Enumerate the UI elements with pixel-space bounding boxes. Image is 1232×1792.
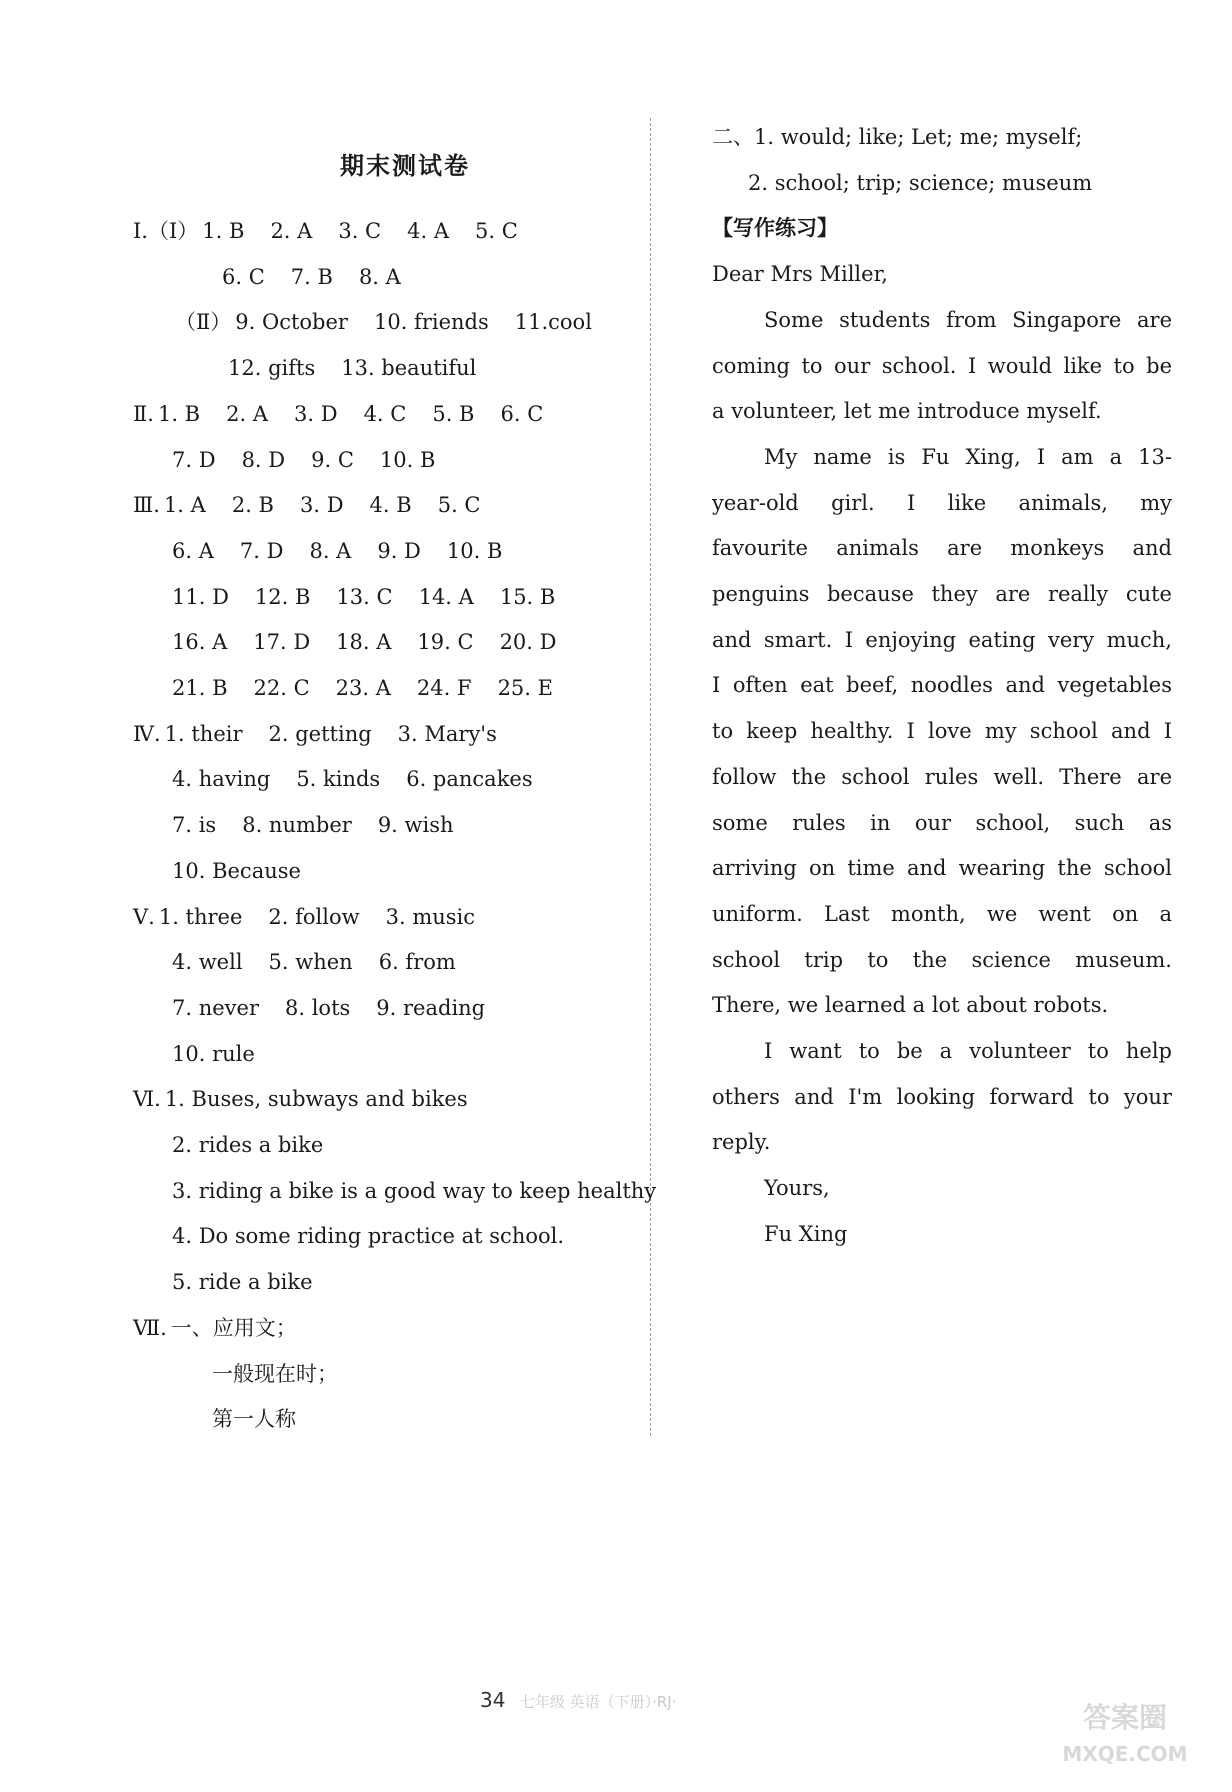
letter-greeting: Dear Mrs Miller,	[712, 262, 888, 287]
answer-item: 6. from	[378, 950, 456, 975]
answer-line	[172, 764, 559, 794]
answer-line	[172, 947, 482, 977]
answer-item: 4. Do some riding practice at school.	[172, 1224, 565, 1249]
page-footer	[480, 1688, 676, 1712]
letter-line: There, we learned a lot about robots.	[712, 993, 1109, 1018]
answer-item: 7. is	[172, 813, 217, 838]
answer-line	[172, 1039, 281, 1069]
answer-line	[222, 262, 427, 292]
answer-item: 10. Because	[172, 858, 301, 883]
letter-signature: Fu Xing	[764, 1221, 848, 1246]
answer-item: 24. F	[416, 676, 472, 700]
answer-line	[172, 1267, 339, 1297]
answer-item: 8. A	[309, 538, 352, 563]
answer-item: 16. A	[172, 630, 228, 655]
answer-item: 22. C	[253, 676, 310, 700]
answer-item: 一般现在时；	[212, 1361, 338, 1386]
answer-item: 18. A	[336, 630, 392, 655]
answer-item: 9. reading	[376, 995, 486, 1020]
section-label: Ⅶ.	[133, 1315, 167, 1340]
answer-item: 1. B	[202, 219, 245, 243]
letter-closing: Yours,	[764, 1176, 830, 1201]
letter-line: reply.	[712, 1130, 771, 1155]
answer-item: 17. D	[253, 630, 311, 655]
letter-line: I often eat beef, noodles and vegetables	[712, 673, 1172, 698]
answer-item: 3. D	[299, 493, 344, 518]
answer-item: 4. well	[172, 950, 243, 975]
answer-item: 5. B	[432, 401, 475, 426]
answer-line	[172, 856, 327, 886]
letter-line: others and I'm looking forward to your	[712, 1084, 1172, 1109]
writing-heading: 【写作练习】	[712, 216, 838, 241]
answer-item: 7. never	[172, 995, 259, 1020]
page-title: 期末测试卷	[340, 152, 470, 180]
answer-item: 2. A	[226, 401, 268, 426]
answer-item: 25. E	[497, 676, 553, 700]
section-label: Ⅰ.（Ⅰ）	[133, 219, 199, 243]
fill-answer-line: 二、1. would; like; Let; me; myself;	[712, 125, 1083, 149]
section-label: Ⅳ.	[133, 721, 161, 746]
answer-item: 7. D	[172, 447, 216, 472]
answer-item: 1. their	[164, 721, 243, 746]
letter-line: to keep healthy. I love my school and I	[712, 719, 1172, 744]
answer-line	[172, 445, 461, 475]
answer-item: 10. B	[446, 538, 503, 563]
answer-item: 2. B	[231, 493, 274, 518]
answer-item: 10. rule	[172, 1041, 255, 1066]
letter-line: I want to be a volunteer to help	[764, 1039, 1172, 1063]
letter-line: year-old girl. I like animals, my	[712, 490, 1172, 515]
answer-item: 9. wish	[377, 813, 454, 838]
watermark-line1: 答案圈	[1082, 1701, 1167, 1734]
fill-answer-line: 2. school; trip; science; museum	[748, 170, 1093, 195]
answer-line	[172, 993, 511, 1023]
answer-item: 5. C	[437, 493, 481, 518]
answer-item: 3. Mary's	[397, 721, 497, 746]
answer-item: 11. D	[172, 584, 229, 609]
answer-line	[172, 627, 582, 657]
answer-item: 12. gifts	[228, 356, 316, 381]
letter-line: penguins because they are really cute	[712, 582, 1172, 606]
answer-item: 14. A	[418, 584, 474, 609]
answer-line	[172, 1221, 590, 1251]
answer-item: 一、应用文；	[170, 1315, 297, 1340]
footer-book-title: 七年级 英语（下册）·RJ·	[519, 1693, 677, 1711]
section-label: Ⅴ.	[133, 904, 155, 929]
answer-line	[172, 1176, 682, 1206]
answer-item: 4. B	[369, 493, 412, 518]
answer-item: 2. rides a bike	[172, 1133, 324, 1157]
answer-item: 4. A	[407, 219, 449, 243]
answer-item: 23. A	[335, 676, 391, 700]
answer-item: 1. B	[157, 401, 201, 426]
answer-line	[172, 582, 581, 612]
answer-line	[133, 490, 506, 520]
answer-item: 3. C	[338, 219, 382, 243]
answer-line	[172, 536, 528, 566]
answer-item: 5. when	[268, 950, 353, 975]
answer-item: 第一人称	[212, 1407, 296, 1432]
answer-item: 4. having	[172, 767, 271, 792]
section-label: Ⅵ.	[133, 1087, 161, 1112]
answer-line	[175, 307, 618, 337]
answer-item: 21. B	[172, 676, 228, 700]
answer-item: 9. October	[235, 310, 348, 335]
answer-line	[172, 673, 579, 703]
answer-line	[133, 1313, 323, 1343]
answer-line	[212, 1404, 322, 1434]
answer-item: 13. beautiful	[341, 356, 477, 381]
answer-line	[133, 1084, 494, 1114]
answer-item: 6. C	[500, 401, 544, 426]
answer-item: 2. A	[270, 219, 313, 243]
letter-line: some rules in our school, such as	[712, 810, 1172, 835]
letter-line: My name is Fu Xing, I am a 13-	[764, 444, 1172, 469]
answer-item: 11.cool	[514, 310, 592, 335]
answer-item: 7. B	[290, 264, 333, 289]
answer-item: 2. follow	[268, 904, 360, 929]
answer-item: 7. D	[239, 538, 284, 563]
answer-item: 8. lots	[285, 995, 351, 1020]
answer-item: 5. ride a bike	[172, 1270, 313, 1295]
letter-line: and smart. I enjoying eating very much,	[712, 627, 1172, 652]
answer-item: 10. friends	[373, 310, 489, 335]
answer-line	[133, 902, 501, 932]
answer-item: 9. D	[377, 538, 421, 563]
answer-item: 8. number	[242, 813, 352, 838]
letter-line: a volunteer, let me introduce myself.	[712, 399, 1102, 424]
column-divider	[650, 118, 651, 1436]
watermark-logo	[1050, 1700, 1200, 1780]
answer-item: 20. D	[499, 630, 557, 655]
section-label: （Ⅱ）	[175, 310, 232, 335]
answer-item: 6. A	[172, 538, 214, 563]
answer-line	[212, 1359, 364, 1389]
answer-item: 6. pancakes	[406, 767, 533, 792]
answer-line	[133, 216, 544, 246]
letter-line: coming to our school. I would like to be	[712, 353, 1172, 378]
answer-item: 19. C	[417, 630, 474, 655]
answer-line	[133, 399, 569, 429]
answer-item: 9. C	[311, 447, 354, 472]
letter-line: follow the school rules well. There are	[712, 764, 1172, 789]
page-number: 34	[480, 1688, 506, 1712]
answer-item: 2. getting	[268, 721, 372, 746]
answer-item: 1. Buses, subways and bikes	[164, 1087, 468, 1112]
answer-item: 8. A	[358, 264, 401, 289]
section-label: Ⅱ.	[133, 401, 154, 426]
answer-line	[172, 810, 480, 840]
answer-item: 12. B	[254, 584, 311, 609]
letter-line: school trip to the science museum.	[712, 947, 1172, 972]
letter-line: arriving on time and wearing the school	[712, 856, 1172, 881]
answer-line	[172, 1130, 349, 1160]
answer-line	[133, 719, 523, 749]
answer-item: 8. D	[241, 447, 286, 472]
answer-item: 1. A	[163, 493, 206, 518]
answer-item: 4. C	[363, 401, 407, 426]
letter-line: uniform. Last month, we went on a	[712, 901, 1172, 926]
answer-line	[228, 353, 502, 383]
answer-item: 1. three	[158, 904, 243, 929]
letter-line: Some students from Singapore are	[764, 307, 1172, 332]
answer-item: 13. C	[336, 584, 393, 609]
section-label: Ⅲ.	[133, 493, 160, 518]
answer-item: 5. kinds	[296, 767, 381, 792]
answer-item: 3. D	[294, 401, 338, 426]
answer-item: 10. B	[379, 447, 436, 472]
watermark-line2: MXQE.COM	[1062, 1742, 1188, 1766]
answer-item: 6. C	[222, 264, 265, 289]
letter-line: favourite animals are monkeys and	[712, 536, 1172, 561]
answer-item: 3. riding a bike is a good way to keep healthy	[172, 1178, 657, 1203]
answer-item: 3. music	[385, 904, 476, 929]
answer-item: 15. B	[499, 584, 556, 609]
answer-item: 5. C	[475, 219, 518, 243]
